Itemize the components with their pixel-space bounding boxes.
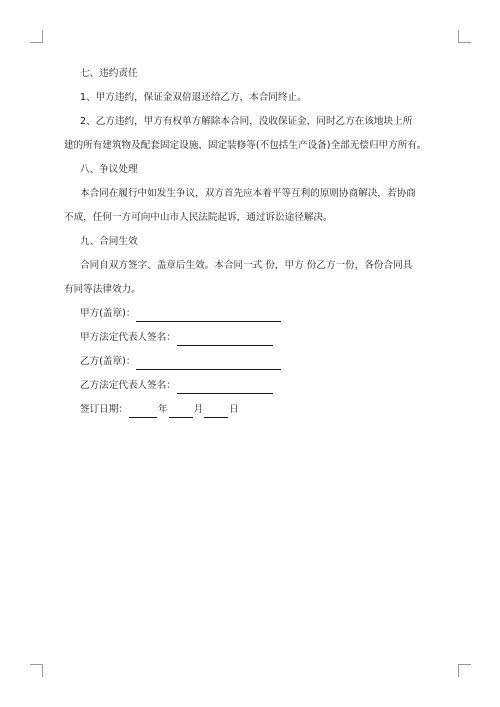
document-body [64,62,442,422]
signature-party-a-rep [64,326,442,350]
sign-date-line [64,398,442,422]
month-blank[interactable] [169,403,193,418]
signature-label: 乙方(盖章)： [80,356,136,367]
section-heading-effect: 九、合同生效 [80,236,138,247]
year-blank[interactable] [129,403,157,418]
crop-mark-top-right [458,30,471,43]
signature-blank[interactable] [136,355,281,370]
signature-blank[interactable] [177,331,273,346]
signature-blank[interactable] [136,307,281,322]
paragraph-dispute-line1: 本合同在履行中如发生争议，双方首先应本着平等互利的原则协商解决，若协商 [80,188,416,199]
year-label: 年 [157,404,168,415]
signature-label: 乙方法定代表人签名： [80,380,176,391]
signature-label: 甲方法定代表人签名： [80,332,176,343]
signature-party-b-rep [64,374,442,398]
signature-label: 甲方(盖章)： [80,308,136,319]
signature-party-a-seal [64,302,442,326]
signature-blank[interactable] [177,379,273,394]
crop-mark-bottom-left [30,664,43,677]
day-blank[interactable] [204,403,228,418]
day-label: 日 [229,404,239,415]
paragraph-effect-line2: 有同等法律效力。 [64,284,141,295]
signature-party-b-seal [64,350,442,374]
paragraph-effect-line1: 合同自双方签字、盖章后生效。本合同一式 份，甲方 份乙方一份，各份合同具 [80,260,413,271]
section-heading-dispute: 八、争议处理 [80,164,138,175]
month-label: 月 [193,404,204,415]
sign-date-label: 签订日期： [80,404,128,415]
paragraph-breach-party-a: 1、甲方违约，保证金双倍退还给乙方，本合同终止。 [80,92,307,103]
section-heading-breach: 七、违约责任 [80,68,138,79]
crop-mark-top-left [30,30,43,43]
crop-mark-bottom-right [458,664,471,677]
paragraph-dispute-line2: 不成，任何一方可向中山市人民法院起诉，通过诉讼途径解决。 [64,212,333,223]
paragraph-breach-party-b-line2: 建的所有建筑物及配套固定设施、固定装修等(不包括生产设备)全部无偿归甲方所有。 [64,140,427,151]
paragraph-breach-party-b-line1: 2、乙方违约，甲方有权单方解除本合同，没收保证金，同时乙方在该地块上所 [80,116,413,127]
